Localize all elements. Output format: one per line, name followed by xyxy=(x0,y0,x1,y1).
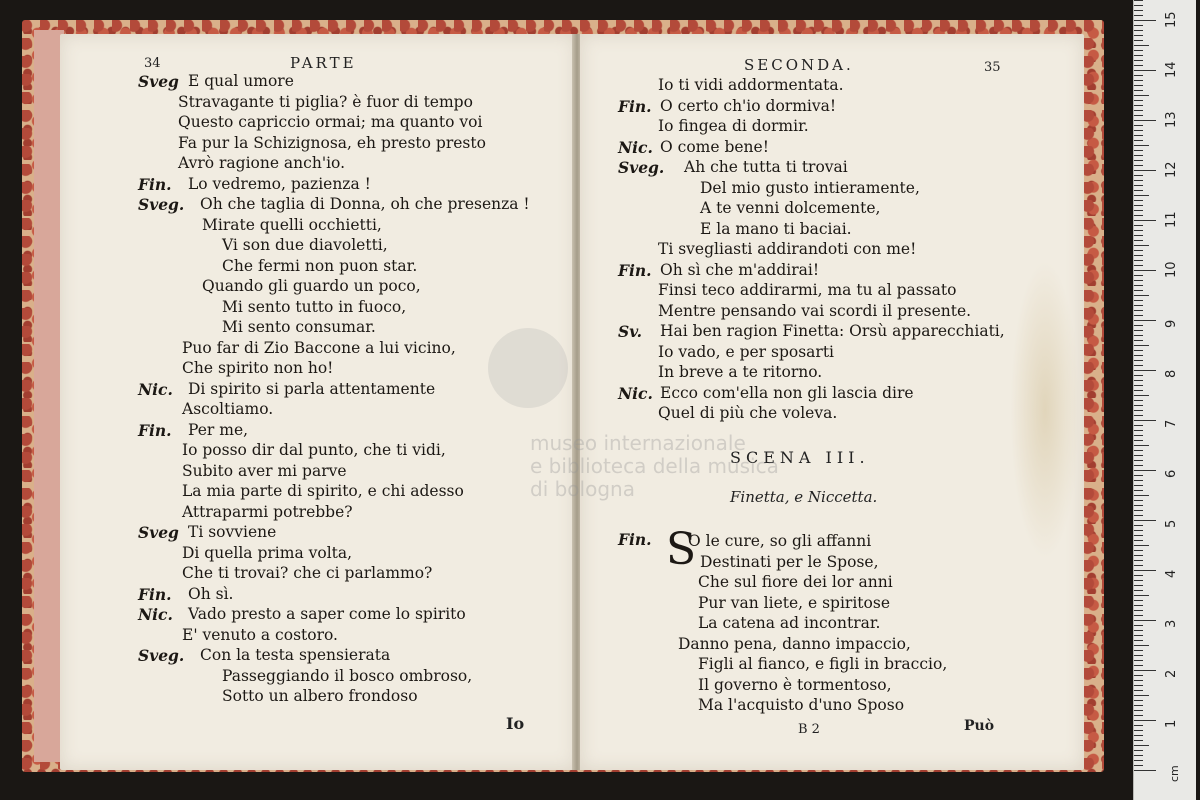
right-text-line: E la mano ti baciai. xyxy=(700,219,852,238)
right-text-line: Mentre pensando vai scordi il presente. xyxy=(658,301,972,320)
ruler-number: 11 xyxy=(1164,211,1179,228)
right-text-line: O certo ch'io dormiva! xyxy=(660,96,837,115)
ruler-tick xyxy=(1134,235,1143,236)
ruler-tick xyxy=(1134,700,1143,701)
scene-text-line: Destinati per le Spose, xyxy=(700,552,879,571)
ruler-tick xyxy=(1134,350,1143,351)
scene-text-line: O le cure, so gli affanni xyxy=(688,532,872,550)
ruler-tick xyxy=(1134,110,1143,111)
ruler-tick xyxy=(1134,175,1143,176)
ruler-tick xyxy=(1134,310,1143,311)
ruler-tick xyxy=(1134,40,1143,41)
scene-text-line: Il governo è tormentoso, xyxy=(698,675,892,694)
ruler-tick xyxy=(1134,135,1143,136)
ruler-tick xyxy=(1134,210,1143,211)
scene-text-line: Danno pena, danno impaccio, xyxy=(678,634,911,653)
ruler-tick xyxy=(1134,505,1143,506)
right-text-line: Finsi teco addirarmi, ma tu al passato xyxy=(658,281,957,299)
ruler-tick xyxy=(1134,710,1143,711)
ruler-tick xyxy=(1134,180,1143,181)
ruler-tick xyxy=(1134,70,1156,71)
ruler-tick xyxy=(1134,125,1143,126)
ruler-tick xyxy=(1134,280,1143,281)
ruler-tick xyxy=(1134,330,1143,331)
ruler-tick xyxy=(1134,730,1143,731)
ruler-tick xyxy=(1134,365,1143,366)
ruler-tick xyxy=(1134,705,1143,706)
ruler-tick xyxy=(1134,675,1143,676)
ruler-tick xyxy=(1134,400,1143,401)
drop-cap: S xyxy=(666,524,697,575)
ruler-tick xyxy=(1134,590,1143,591)
ruler-tick xyxy=(1134,50,1143,51)
ruler-tick xyxy=(1134,375,1143,376)
scene-text-line: Ma l'acquisto d'uno Sposo xyxy=(698,696,905,714)
ruler-tick xyxy=(1134,745,1149,746)
ruler-tick xyxy=(1134,495,1149,496)
ruler-tick xyxy=(1134,305,1143,306)
ruler-tick xyxy=(1134,320,1156,321)
ruler-tick xyxy=(1134,170,1156,171)
ruler-number: 9 xyxy=(1164,319,1179,328)
signature-mark: B 2 xyxy=(798,722,820,737)
right-page-number: 35 xyxy=(984,60,1001,75)
left-text-line: Con la testa spensierata xyxy=(200,646,391,664)
left-catchword: Io xyxy=(506,714,525,733)
ruler-tick xyxy=(1134,105,1143,106)
ruler-tick xyxy=(1134,640,1143,641)
ruler-tick xyxy=(1134,230,1143,231)
ruler-tick xyxy=(1134,95,1149,96)
ruler-tick xyxy=(1134,550,1143,551)
left-text-line: Stravagante ti piglia? è fuor di tempo xyxy=(178,92,473,111)
ruler-tick xyxy=(1134,0,1143,1)
ruler-tick xyxy=(1134,430,1143,431)
ruler-tick xyxy=(1134,115,1143,116)
ruler-tick xyxy=(1134,30,1143,31)
ruler-tick xyxy=(1134,515,1143,516)
ruler-number: 7 xyxy=(1164,419,1179,428)
ruler-tick xyxy=(1134,35,1143,36)
ruler-tick xyxy=(1134,150,1143,151)
right-text-line: Ah che tutta ti trovai xyxy=(684,158,848,176)
ruler-tick xyxy=(1134,410,1143,411)
ruler-tick xyxy=(1134,225,1143,226)
scene-cast: Finetta, e Niccetta. xyxy=(730,488,878,506)
ruler-tick xyxy=(1134,435,1143,436)
left-text-line: Mirate quelli occhietti, xyxy=(202,215,382,234)
left-text-line: Mi sento tutto in fuoco, xyxy=(222,297,407,316)
scene-text-line: Pur van liete, e spiritose xyxy=(698,593,890,612)
ruler-tick xyxy=(1134,360,1143,361)
ruler-number: 2 xyxy=(1164,669,1179,678)
left-text-line: E' venuto a costoro. xyxy=(182,625,338,644)
ruler-tick xyxy=(1134,285,1143,286)
right-catchword: Può xyxy=(964,718,995,734)
ruler-tick xyxy=(1134,385,1143,386)
left-text-line: Subito aver mi parve xyxy=(182,461,347,480)
scene-text-line: La catena ad incontrar. xyxy=(698,614,881,632)
left-speaker-tag: Sveg. xyxy=(138,195,185,214)
ruler-tick xyxy=(1134,265,1143,266)
ruler-tick xyxy=(1134,10,1143,11)
left-text-line: Sotto un albero frondoso xyxy=(222,687,418,705)
ruler-tick xyxy=(1134,740,1143,741)
ruler-number: 6 xyxy=(1164,469,1179,478)
ruler-tick xyxy=(1134,655,1143,656)
scene-text-line: Che sul fiore dei lor anni xyxy=(698,573,893,591)
left-speaker-tag: Sveg xyxy=(138,523,179,542)
ruler-tick xyxy=(1134,345,1149,346)
ruler-tick xyxy=(1134,390,1143,391)
ruler-tick xyxy=(1134,370,1156,371)
left-speaker-tag: Nic. xyxy=(138,605,173,624)
left-text-line: Che ti trovai? che ci parlammo? xyxy=(182,564,433,582)
ruler-number: 5 xyxy=(1164,519,1179,528)
ruler-tick xyxy=(1134,695,1149,696)
ruler-tick xyxy=(1134,460,1143,461)
left-text-line: La mia parte di spirito, e chi adesso xyxy=(182,482,464,500)
ruler-tick xyxy=(1134,665,1143,666)
ruler-tick xyxy=(1134,195,1149,196)
ruler-tick xyxy=(1134,615,1143,616)
ruler-tick xyxy=(1134,580,1143,581)
right-speaker-tag: Sveg. xyxy=(618,158,665,177)
ruler-tick xyxy=(1134,200,1143,201)
ruler-tick xyxy=(1134,610,1143,611)
right-text-line: Quel di più che voleva. xyxy=(658,404,838,422)
ruler-tick xyxy=(1134,185,1143,186)
left-running-header: PARTE xyxy=(290,54,357,72)
ruler-tick xyxy=(1134,255,1143,256)
right-running-header: SECONDA. xyxy=(744,56,854,74)
ruler-tick xyxy=(1134,445,1149,446)
left-text-line: Lo vedremo, pazienza ! xyxy=(188,174,371,193)
ruler-tick xyxy=(1134,205,1143,206)
left-text-line: Mi sento consumar. xyxy=(222,318,376,336)
left-text-line: Questo capriccio ormai; ma quanto voi xyxy=(178,113,483,131)
left-text-line: Avrò ragione anch'io. xyxy=(178,154,346,172)
left-speaker-tag: Sveg. xyxy=(138,646,185,665)
ruler-tick xyxy=(1134,425,1143,426)
ruler-unit: cm xyxy=(1168,765,1181,782)
ruler-tick xyxy=(1134,525,1143,526)
right-text-line: Io vado, e per sposarti xyxy=(658,342,835,361)
ruler-tick xyxy=(1134,55,1143,56)
left-text-line: Puo far di Zio Baccone a lui vicino, xyxy=(182,338,456,357)
ruler-tick xyxy=(1134,535,1143,536)
ruler-tick xyxy=(1134,325,1143,326)
ruler-tick xyxy=(1134,625,1143,626)
ruler-number: 3 xyxy=(1164,619,1179,628)
watermark-line-3: di bologna xyxy=(530,477,635,501)
left-speaker-tag: Fin. xyxy=(138,420,172,440)
ruler-tick xyxy=(1134,250,1143,251)
ruler-tick xyxy=(1134,190,1143,191)
ruler-tick xyxy=(1134,560,1143,561)
right-text-line: O come bene! xyxy=(660,137,769,156)
ruler-tick xyxy=(1134,45,1149,46)
right-text-line: Del mio gusto intieramente, xyxy=(700,178,920,197)
ruler-tick xyxy=(1134,415,1143,416)
ruler-tick xyxy=(1134,90,1143,91)
ruler-tick xyxy=(1134,750,1143,751)
ruler-tick xyxy=(1134,455,1143,456)
ruler-number: 12 xyxy=(1164,161,1179,178)
ruler-tick xyxy=(1134,715,1143,716)
right-text-line: Ti svegliasti addirandoti con me! xyxy=(658,240,917,258)
ruler-tick xyxy=(1134,760,1143,761)
ruler-tick xyxy=(1134,315,1143,316)
ruler-tick xyxy=(1134,500,1143,501)
paper-stain xyxy=(1010,260,1080,560)
ruler-tick xyxy=(1134,510,1143,511)
left-text-line: Vado presto a saper come lo spirito xyxy=(188,605,466,623)
right-speaker-tag: Nic. xyxy=(618,383,653,403)
ruler-tick xyxy=(1134,270,1156,271)
ruler-tick xyxy=(1134,545,1149,546)
ruler-tick xyxy=(1134,480,1143,481)
ruler-tick xyxy=(1134,340,1143,341)
ruler-tick xyxy=(1134,380,1143,381)
ruler-tick xyxy=(1134,355,1143,356)
ruler-number: 8 xyxy=(1164,369,1179,378)
ruler-tick xyxy=(1134,450,1143,451)
right-text-line: Oh sì che m'addirai! xyxy=(660,260,820,279)
ruler-tick xyxy=(1134,680,1143,681)
measurement-ruler xyxy=(1133,0,1196,800)
ruler-number: 13 xyxy=(1164,111,1179,128)
ruler-tick xyxy=(1134,420,1156,421)
ruler-tick xyxy=(1134,5,1143,6)
left-text-line: Passeggiando il bosco ombroso, xyxy=(222,666,473,685)
ruler-tick xyxy=(1134,645,1149,646)
ruler-tick xyxy=(1134,620,1156,621)
ruler-tick xyxy=(1134,635,1143,636)
right-speaker-tag: Sv. xyxy=(618,322,643,341)
ruler-tick xyxy=(1134,335,1143,336)
left-text-line: Di spirito si parla attentamente xyxy=(188,379,436,398)
right-speaker-tag: Fin. xyxy=(618,260,652,280)
right-speaker-tag: Nic. xyxy=(618,137,653,157)
left-text-line: Vi son due diavoletti, xyxy=(222,236,388,254)
right-page xyxy=(580,34,1084,770)
ruler-tick xyxy=(1134,660,1143,661)
ruler-tick xyxy=(1134,755,1143,756)
right-speaker-tag: Fin. xyxy=(618,96,652,116)
ruler-number: 1 xyxy=(1164,719,1179,728)
left-speaker-tag: Nic. xyxy=(138,379,173,399)
left-text-line: E qual umore xyxy=(188,72,294,90)
ruler-tick xyxy=(1134,295,1149,296)
left-page-number: 34 xyxy=(144,56,161,71)
ruler-tick xyxy=(1134,530,1143,531)
ruler-tick xyxy=(1134,540,1143,541)
ruler-tick xyxy=(1134,685,1143,686)
scene-title: SCENA III. xyxy=(730,448,870,467)
watermark-logo xyxy=(488,328,568,408)
ruler-tick xyxy=(1134,60,1143,61)
left-text-line: Ascoltiamo. xyxy=(182,400,274,418)
ruler-tick xyxy=(1134,570,1156,571)
right-text-line: Hai ben ragion Finetta: Orsù apparecchiati, xyxy=(660,322,1005,340)
ruler-tick xyxy=(1134,260,1143,261)
left-text-line: Fa pur la Schizignosa, eh presto presto xyxy=(178,133,486,152)
ruler-tick xyxy=(1134,100,1143,101)
left-text-line: Per me, xyxy=(188,420,249,439)
ruler-tick xyxy=(1134,520,1156,521)
ruler-tick xyxy=(1134,490,1143,491)
watermark-line-2: e biblioteca della musica xyxy=(530,454,779,478)
ruler-tick xyxy=(1134,220,1156,221)
left-text-line: Ti sovviene xyxy=(188,523,277,541)
library-watermark xyxy=(530,432,779,501)
ruler-number: 14 xyxy=(1164,61,1179,78)
left-text-line: Oh che taglia di Donna, oh che presenza ! xyxy=(200,195,530,213)
ruler-tick xyxy=(1134,470,1156,471)
ruler-tick xyxy=(1134,155,1143,156)
ruler-tick xyxy=(1134,165,1143,166)
ruler-tick xyxy=(1134,275,1143,276)
ruler-tick xyxy=(1134,405,1143,406)
right-text-line: Ecco com'ella non gli lascia dire xyxy=(660,383,914,402)
ruler-number: 15 xyxy=(1164,11,1179,28)
ruler-tick xyxy=(1134,440,1143,441)
ruler-tick xyxy=(1134,575,1143,576)
left-text-line: Che fermi non puon star. xyxy=(222,256,418,275)
ruler-tick xyxy=(1134,395,1149,396)
ruler-tick xyxy=(1134,25,1143,26)
ruler-tick xyxy=(1134,605,1143,606)
ruler-tick xyxy=(1134,240,1143,241)
ruler-tick xyxy=(1134,65,1143,66)
watermark-line-1: museo internazionale xyxy=(530,431,746,455)
ruler-tick xyxy=(1134,650,1143,651)
ruler-tick xyxy=(1134,595,1149,596)
ruler-tick xyxy=(1134,565,1143,566)
ruler-tick xyxy=(1134,735,1143,736)
ruler-tick xyxy=(1134,20,1156,21)
scene-text-line: Figli al fianco, e figli in braccio, xyxy=(698,655,948,673)
right-text-line: Io fingea di dormir. xyxy=(658,117,809,135)
ruler-tick xyxy=(1134,485,1143,486)
left-text-line: Attraparmi potrebbe? xyxy=(182,502,353,521)
ruler-tick xyxy=(1134,585,1143,586)
ruler-tick xyxy=(1134,80,1143,81)
ruler-tick xyxy=(1134,290,1143,291)
ruler-number: 10 xyxy=(1164,261,1179,278)
ruler-tick xyxy=(1134,140,1143,141)
ruler-tick xyxy=(1134,245,1149,246)
ruler-tick xyxy=(1134,630,1143,631)
ruler-tick xyxy=(1134,475,1143,476)
ruler-tick xyxy=(1134,600,1143,601)
right-text-line: In breve a te ritorno. xyxy=(658,363,823,381)
ruler-tick xyxy=(1134,690,1143,691)
ruler-tick xyxy=(1134,145,1149,146)
scene-speaker: Fin. xyxy=(618,530,652,549)
ruler-tick xyxy=(1134,160,1143,161)
left-speaker-tag: Sveg xyxy=(138,72,179,91)
ruler-tick xyxy=(1134,85,1143,86)
ruler-tick xyxy=(1134,670,1156,671)
ruler-tick xyxy=(1134,770,1156,771)
ruler-tick xyxy=(1134,215,1143,216)
left-text-line: Oh sì. xyxy=(188,584,234,603)
ruler-tick xyxy=(1134,720,1156,721)
ruler-tick xyxy=(1134,120,1156,121)
left-text-line: Quando gli guardo un poco, xyxy=(202,277,421,295)
left-text-line: Che spirito non ho! xyxy=(182,359,334,377)
left-text-line: Di quella prima volta, xyxy=(182,543,353,562)
left-text-line: Io posso dir dal punto, che ti vidi, xyxy=(182,441,446,459)
ruler-number: 4 xyxy=(1164,569,1179,578)
ruler-tick xyxy=(1134,15,1143,16)
left-page xyxy=(60,34,576,770)
ruler-tick xyxy=(1134,555,1143,556)
ruler-tick xyxy=(1134,725,1143,726)
left-speaker-tag: Fin. xyxy=(138,174,172,194)
left-speaker-tag: Fin. xyxy=(138,584,172,604)
ruler-tick xyxy=(1134,130,1143,131)
right-text-line: Io ti vidi addormentata. xyxy=(658,76,844,94)
right-text-line: A te venni dolcemente, xyxy=(700,199,881,217)
ruler-tick xyxy=(1134,75,1143,76)
ruler-tick xyxy=(1134,765,1143,766)
ruler-tick xyxy=(1134,465,1143,466)
ruler-tick xyxy=(1134,300,1143,301)
